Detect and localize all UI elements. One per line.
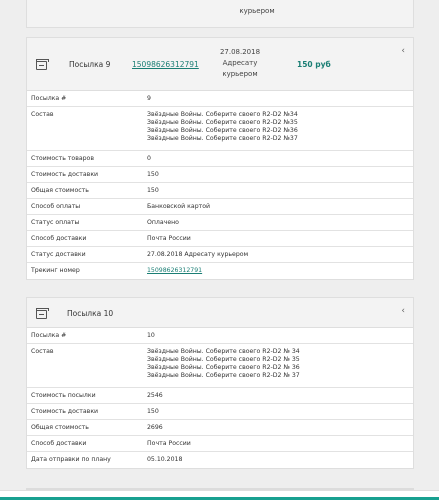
detail-label: Общая стоимость bbox=[31, 424, 89, 431]
detail-row bbox=[27, 452, 413, 468]
detail-label: Способ доставки bbox=[31, 440, 87, 447]
detail-row bbox=[27, 231, 413, 247]
detail-row bbox=[27, 247, 413, 263]
detail-label: Статус доставки bbox=[31, 251, 86, 258]
parcel-box-icon bbox=[36, 61, 47, 70]
parcel-9-status-line2: курьером bbox=[222, 70, 258, 78]
parcel-10-title: Посылка 10 bbox=[67, 309, 114, 318]
detail-value: Оплачено bbox=[147, 219, 179, 226]
detail-label: Стоимость товаров bbox=[31, 155, 94, 162]
parcel-10-header[interactable] bbox=[27, 298, 413, 328]
detail-value: 150 bbox=[147, 187, 159, 194]
parcel-9-details bbox=[27, 91, 413, 279]
detail-label: Стоимость доставки bbox=[31, 171, 99, 178]
parcel-card-10 bbox=[26, 297, 414, 469]
detail-row bbox=[27, 215, 413, 231]
detail-label: Стоимость посылки bbox=[31, 392, 96, 399]
detail-value bbox=[147, 348, 300, 380]
chevron-left-icon[interactable]: ‹ bbox=[401, 46, 405, 56]
detail-label: Способ оплаты bbox=[31, 203, 81, 210]
detail-row bbox=[27, 91, 413, 107]
detail-value: 05.10.2018 bbox=[147, 456, 183, 463]
parcel-9-price: 150 руб bbox=[297, 60, 331, 69]
detail-row bbox=[27, 404, 413, 420]
composition-item: Звёздные Войны. Соберите своего R2-D2 №37 bbox=[147, 135, 298, 142]
detail-row bbox=[27, 107, 413, 151]
composition-item: Звёздные Войны. Соберите своего R2-D2 № 37 bbox=[147, 372, 300, 379]
parcel-box-icon bbox=[36, 310, 47, 319]
parcel-9-date: 27.08.2018 bbox=[219, 48, 261, 56]
detail-label: Статус оплаты bbox=[31, 219, 80, 226]
detail-value: 9 bbox=[147, 95, 151, 102]
detail-value: Почта России bbox=[147, 440, 191, 447]
composition-item: Звёздные Войны. Соберите своего R2-D2 №34 bbox=[147, 111, 298, 118]
detail-label: Трекинг номер bbox=[31, 267, 80, 274]
composition-item: Звёздные Войны. Соберите своего R2-D2 №36 bbox=[147, 127, 298, 134]
tracking-link[interactable]: 15098626312791 bbox=[147, 267, 203, 274]
composition-item: Звёздные Войны. Соберите своего R2-D2 № 34 bbox=[147, 348, 300, 355]
detail-value: 10 bbox=[147, 332, 155, 339]
detail-row bbox=[27, 151, 413, 167]
detail-row bbox=[27, 263, 413, 279]
detail-value bbox=[147, 111, 298, 143]
composition-item: Звёздные Войны. Соберите своего R2-D2 №35 bbox=[147, 119, 298, 126]
detail-label: Стоимость доставки bbox=[31, 408, 99, 415]
detail-row bbox=[27, 436, 413, 452]
parcel-9-tracking-link[interactable]: 15098626312791 bbox=[132, 60, 199, 69]
detail-label: Состав bbox=[31, 348, 54, 355]
detail-label: Посылка # bbox=[31, 332, 67, 339]
detail-label: Общая стоимость bbox=[31, 187, 89, 194]
detail-value bbox=[147, 267, 202, 275]
previous-parcel-card bbox=[26, 0, 414, 28]
detail-value: Почта России bbox=[147, 235, 191, 242]
detail-label: Дата отправки по плану bbox=[31, 456, 111, 463]
detail-row bbox=[27, 388, 413, 404]
detail-value: Банковской картой bbox=[147, 203, 211, 210]
parcel-card-9 bbox=[26, 37, 414, 280]
parcel-9-header[interactable] bbox=[27, 38, 413, 91]
parcel-9-delivery-status bbox=[205, 47, 275, 80]
detail-label: Состав bbox=[31, 111, 54, 118]
detail-row bbox=[27, 344, 413, 388]
detail-value: 2546 bbox=[147, 392, 163, 399]
detail-row bbox=[27, 328, 413, 344]
chevron-left-icon[interactable]: ‹ bbox=[401, 306, 405, 316]
parcel-9-status-line1: Адресату bbox=[222, 59, 258, 67]
detail-label: Посылка # bbox=[31, 95, 67, 102]
parcel-9-title: Посылка 9 bbox=[69, 60, 111, 69]
detail-row bbox=[27, 199, 413, 215]
detail-row bbox=[27, 167, 413, 183]
previous-delivery-status: курьером bbox=[239, 7, 275, 15]
composition-item: Звёздные Войны. Соберите своего R2-D2 № 36 bbox=[147, 364, 300, 371]
detail-value: 150 bbox=[147, 171, 159, 178]
detail-value: 0 bbox=[147, 155, 151, 162]
detail-label: Способ доставки bbox=[31, 235, 87, 242]
composition-item: Звёздные Войны. Соберите своего R2-D2 № 35 bbox=[147, 356, 300, 363]
detail-value: 27.08.2018 Адресату курьером bbox=[147, 251, 249, 258]
parcel-10-details bbox=[27, 328, 413, 468]
detail-value: 150 bbox=[147, 408, 159, 415]
detail-value: 2696 bbox=[147, 424, 163, 431]
detail-row bbox=[27, 420, 413, 436]
detail-row bbox=[27, 183, 413, 199]
